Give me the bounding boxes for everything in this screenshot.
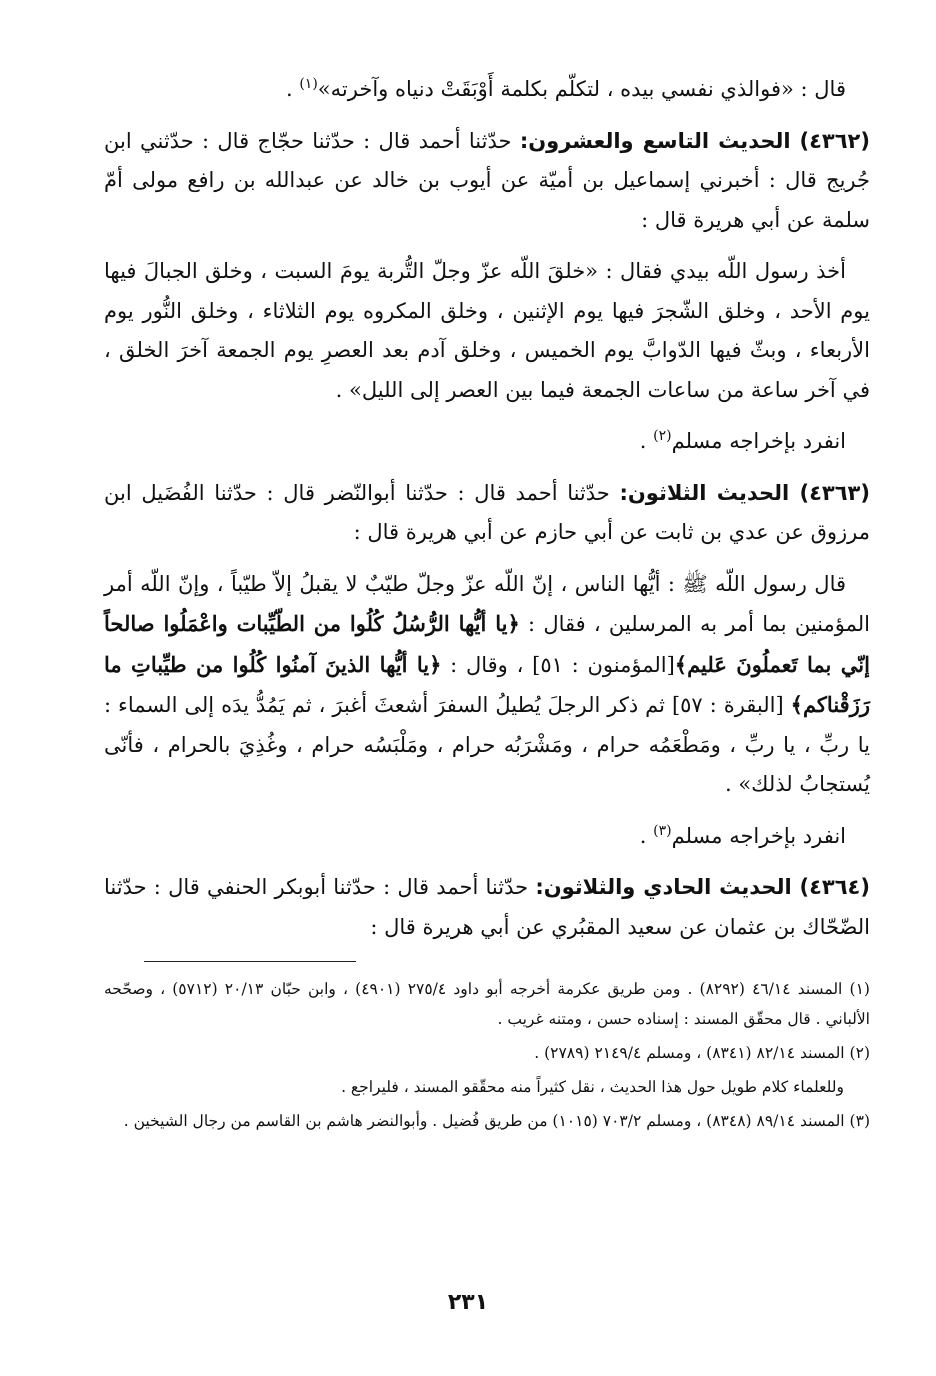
text: . bbox=[639, 429, 654, 453]
hadith-number: (٤٣٦٢) الحديث التاسع والعشرون: bbox=[519, 128, 870, 153]
hadith-4364-isnad bbox=[104, 868, 870, 947]
takhrij-text: انفرد بإخراجه مسلم bbox=[671, 823, 846, 848]
footnote-1 bbox=[104, 974, 870, 1034]
text: قال : «فوالذي نفسي بيده ، لتكلّم بكلمة أَوْبَقَتْ دنياه وآخرته» bbox=[317, 77, 846, 101]
hadith-4363-isnad bbox=[104, 474, 870, 553]
hadith-4362-isnad bbox=[104, 122, 870, 241]
matn-text: قال رسول اللّه ﷺ : أيُّها الناس ، إنّ اللّه عزّ وجلّ طيّبٌ لا يقبلُ إلاّ طيّباً ، وإنّ اللّه أمر المؤمنين بما أمر به المرسلين ، فقال : bbox=[104, 571, 870, 636]
footnote-text: المسند ٨٩/١٤ (٨٣٤٨) ، ومسلم ٧٠٣/٢ (١٠١٥) من طريق فُضيل . وأبوالنضر هاشم بن القاسم من رجال الشيخين . bbox=[123, 1112, 845, 1130]
hadith-4363-takhrij bbox=[104, 817, 870, 857]
text: . bbox=[639, 823, 654, 848]
footnote-marker-2[interactable]: (٢) bbox=[653, 428, 672, 444]
footnote-2 bbox=[104, 1038, 870, 1068]
matn-text: أخذ رسول اللّه بيدي فقال : «خلقَ اللّه عزّ وجلّ التُّربة يومَ السبت ، وخلق الجبالَ فيها يوم الأحد ، وخلق الشّجرَ فيها يوم الإثنين ، وخلق المكروه يوم الثلاثاء ، وخلق النُّور يوم الأربعاء ، وبثّ فيها الدّوابَّ يوم الخميس ، وخلق آدم بعد العصرِ يوم الجمعة آخرَ الخلق ، في آخر ساعة من ساعات الجمعة فيما بين العصر إلى الليل» . bbox=[104, 259, 870, 402]
footnote-number: (٢) bbox=[849, 1044, 870, 1062]
footnote-number: (٣) bbox=[849, 1112, 870, 1130]
hadith-4362-takhrij bbox=[104, 422, 870, 462]
hadith-4362-matn bbox=[104, 252, 870, 410]
hadith-4363-matn bbox=[104, 565, 870, 805]
takhrij-text: انفرد بإخراجه مسلم bbox=[671, 429, 846, 453]
isnad-text: حدّثنا أحمد قال : حدّثنا حجّاج قال : حدّثني ابن جُريج قال : أخبرني إسماعيل بن أميّة عن أيوب بن خالد عن عبدالله بن رافع مولى أمّ سلمة عن أبي هريرة قال : bbox=[104, 128, 870, 232]
hadith-number: (٤٣٦٣) الحديث الثلاثون: bbox=[619, 480, 870, 505]
footnote-divider bbox=[144, 961, 356, 962]
footnote-text: وللعلماء كلام طويل حول هذا الحديث ، نقل كثيراً منه محقّقو المسند ، فليراجع . bbox=[341, 1078, 844, 1096]
footnote-3 bbox=[104, 1106, 870, 1136]
hadith-number: (٤٣٦٤) الحديث الحادي والثلاثون: bbox=[535, 875, 870, 899]
quran-verse: ﴿يا أيُّها الذينَ آمنُوا كُلُوا من طيِّباتِ ما رَزَقْناكم﴾ bbox=[104, 651, 870, 717]
footnote-text: المسند ٤٦/١٤ (٨٢٩٢) . ومن طريق عكرمة أخرجه أبو داود ٢٧٥/٤ (٤٩٠١) ، وابن حبّان ٢٠/١٣ (٥٧١٢) ، وصحّحه الألباني . قال محقّق المسند : إسناده حسن ، ومتنه غريب . bbox=[104, 980, 870, 1028]
footnote-number: (١) bbox=[849, 980, 870, 998]
footnote-2-continuation bbox=[104, 1072, 870, 1102]
paragraph-4361-end bbox=[104, 70, 870, 110]
footnotes bbox=[104, 974, 870, 1136]
text: . bbox=[285, 77, 300, 101]
footnote-text: المسند ٨٢/١٤ (٨٣٤١) ، ومسلم ٢١٤٩/٤ (٢٧٨٩) . bbox=[534, 1044, 845, 1062]
matn-text: [المؤمنون : ٥١] ، وقال : bbox=[441, 652, 675, 677]
page-number: ٢٣١ bbox=[447, 1290, 489, 1315]
matn-text: [البقرة : ٥٧] ثم ذكر الرجلَ يُطيلُ السفرَ أشعثَ أغبرَ ، ثم يَمُدُّ يدَه إلى السماء : يا ربِّ ، يا ربِّ ، ومَطْعَمُه حرام ، ومَشْرَبُه حرام ، ومَلْبَسُه حرام ، وغُذِيَ بالحرام ، فأنّى يُستجابُ لذلك» . bbox=[104, 693, 870, 796]
quran-verse: ﴿يا أيُّها الرُّسُلُ كُلُوا من الطّيِّبات واعْمَلُوا صالحاً إنّي بما تَعملُونَ عَليم﴾ bbox=[104, 611, 870, 677]
footnote-marker-3[interactable]: (٣) bbox=[653, 822, 672, 839]
isnad-text: حدّثنا أحمد قال : حدّثنا أبوبكر الحنفي قال : حدّثنا الضّحّاك بن عثمان عن سعيد المقبُري عن أبي هريرة قال : bbox=[104, 875, 870, 939]
main-text bbox=[104, 70, 870, 947]
isnad-text: حدّثنا أحمد قال : حدّثنا أبوالنّضر قال : حدّثنا الفُضَيل ابن مرزوق عن عدي بن ثابت عن أبي حازم عن أبي هريرة قال : bbox=[104, 480, 870, 544]
footnote-marker-1[interactable]: (١) bbox=[299, 76, 318, 92]
